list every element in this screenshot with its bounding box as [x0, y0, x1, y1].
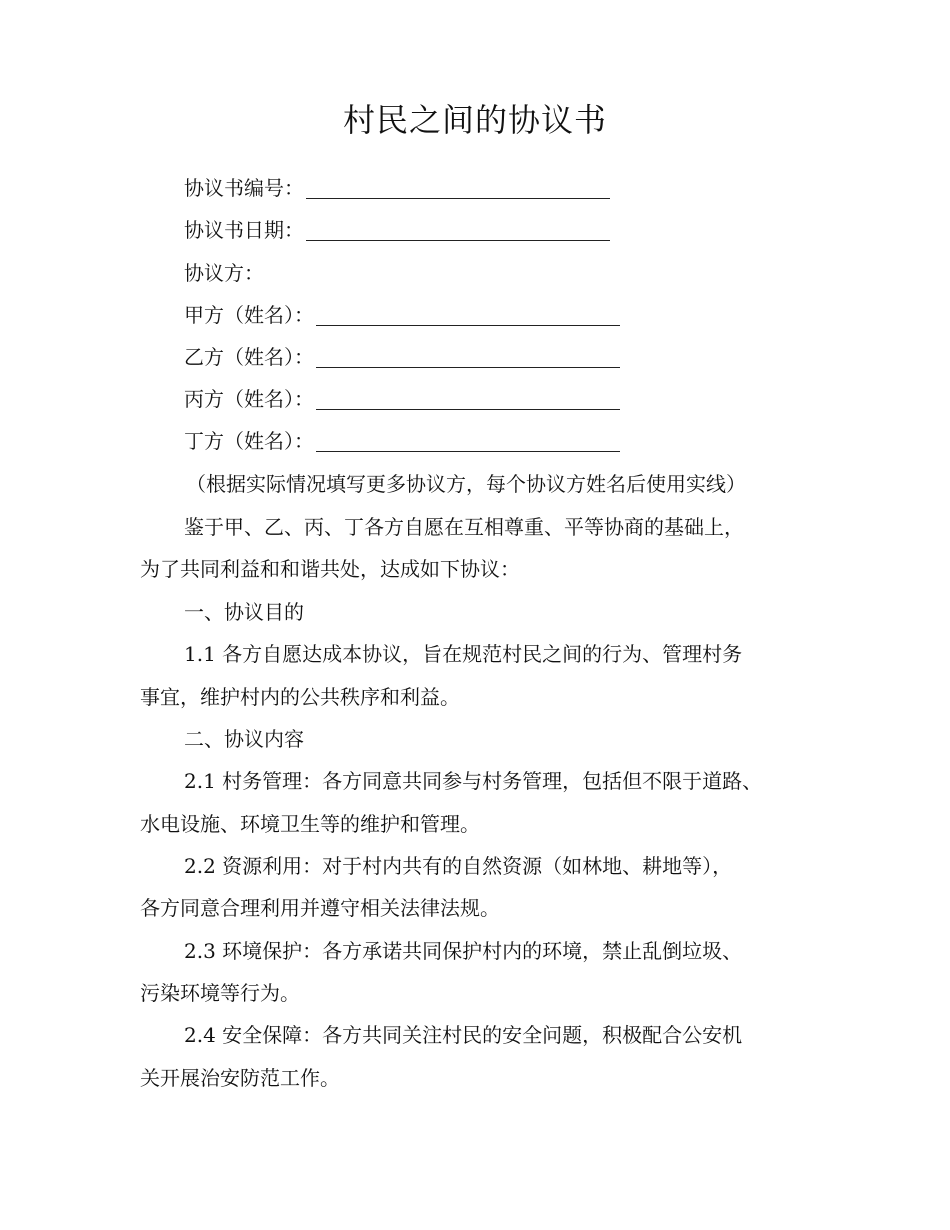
agreement-number-blank-line — [306, 197, 610, 199]
party-b-label: 乙方（姓名）： — [184, 345, 314, 369]
document-title: 村民之间的协议书 — [342, 101, 607, 139]
agreement-date-blank-line — [306, 239, 610, 241]
party-c-blank-line — [316, 408, 620, 410]
clause-1-1-line-1: 1.1 各方自愿达成本协议，旨在规范村民之间的行为、管理村务 — [184, 642, 743, 666]
preamble-line-2: 为了共同利益和和谐共处，达成如下协议： — [140, 557, 520, 581]
parties-heading: 协议方： — [184, 261, 264, 285]
clause-2-3-line-2: 污染环境等行为。 — [140, 981, 300, 1005]
party-d-row — [184, 425, 620, 457]
clause-2-2-line-1: 2.2 资源利用：对于村内共有的自然资源（如林地、耕地等）， — [184, 854, 733, 878]
party-c-label: 丙方（姓名）： — [184, 387, 314, 411]
clause-1-1-line-2: 事宜，维护村内的公共秩序和利益。 — [140, 685, 460, 709]
party-c-row — [184, 383, 620, 415]
clause-2-1-line-2: 水电设施、环境卫生等的维护和管理。 — [140, 812, 480, 836]
clause-2-3-line-1: 2.3 环境保护：各方承诺共同保护村内的环境，禁止乱倒垃圾、 — [184, 939, 743, 963]
party-d-blank-line — [316, 450, 620, 452]
parties-note: （根据实际情况填写更多协议方，每个协议方姓名后使用实线） — [186, 472, 746, 496]
party-b-blank-line — [316, 366, 620, 368]
party-a-row — [184, 299, 620, 331]
agreement-date-label: 协议书日期： — [184, 218, 304, 242]
section-1-heading: 一、协议目的 — [184, 600, 304, 624]
agreement-number-label: 协议书编号： — [184, 176, 304, 200]
agreement-date-row — [184, 214, 610, 246]
preamble-line-1: 鉴于甲、乙、丙、丁各方自愿在互相尊重、平等协商的基础上， — [184, 515, 744, 539]
party-d-label: 丁方（姓名）： — [184, 429, 314, 453]
section-2-heading: 二、协议内容 — [184, 727, 304, 751]
clause-2-4-line-2: 关开展治安防范工作。 — [140, 1066, 340, 1090]
clause-2-4-line-1: 2.4 安全保障：各方共同关注村民的安全问题，积极配合公安机 — [184, 1023, 743, 1047]
clause-2-1-line-1: 2.1 村务管理：各方同意共同参与村务管理，包括但不限于道路、 — [184, 769, 763, 793]
party-a-blank-line — [316, 324, 620, 326]
agreement-number-row — [184, 172, 610, 204]
party-a-label: 甲方（姓名）： — [184, 303, 314, 327]
party-b-row — [184, 341, 620, 373]
clause-2-2-line-2: 各方同意合理利用并遵守相关法律法规。 — [140, 896, 500, 920]
